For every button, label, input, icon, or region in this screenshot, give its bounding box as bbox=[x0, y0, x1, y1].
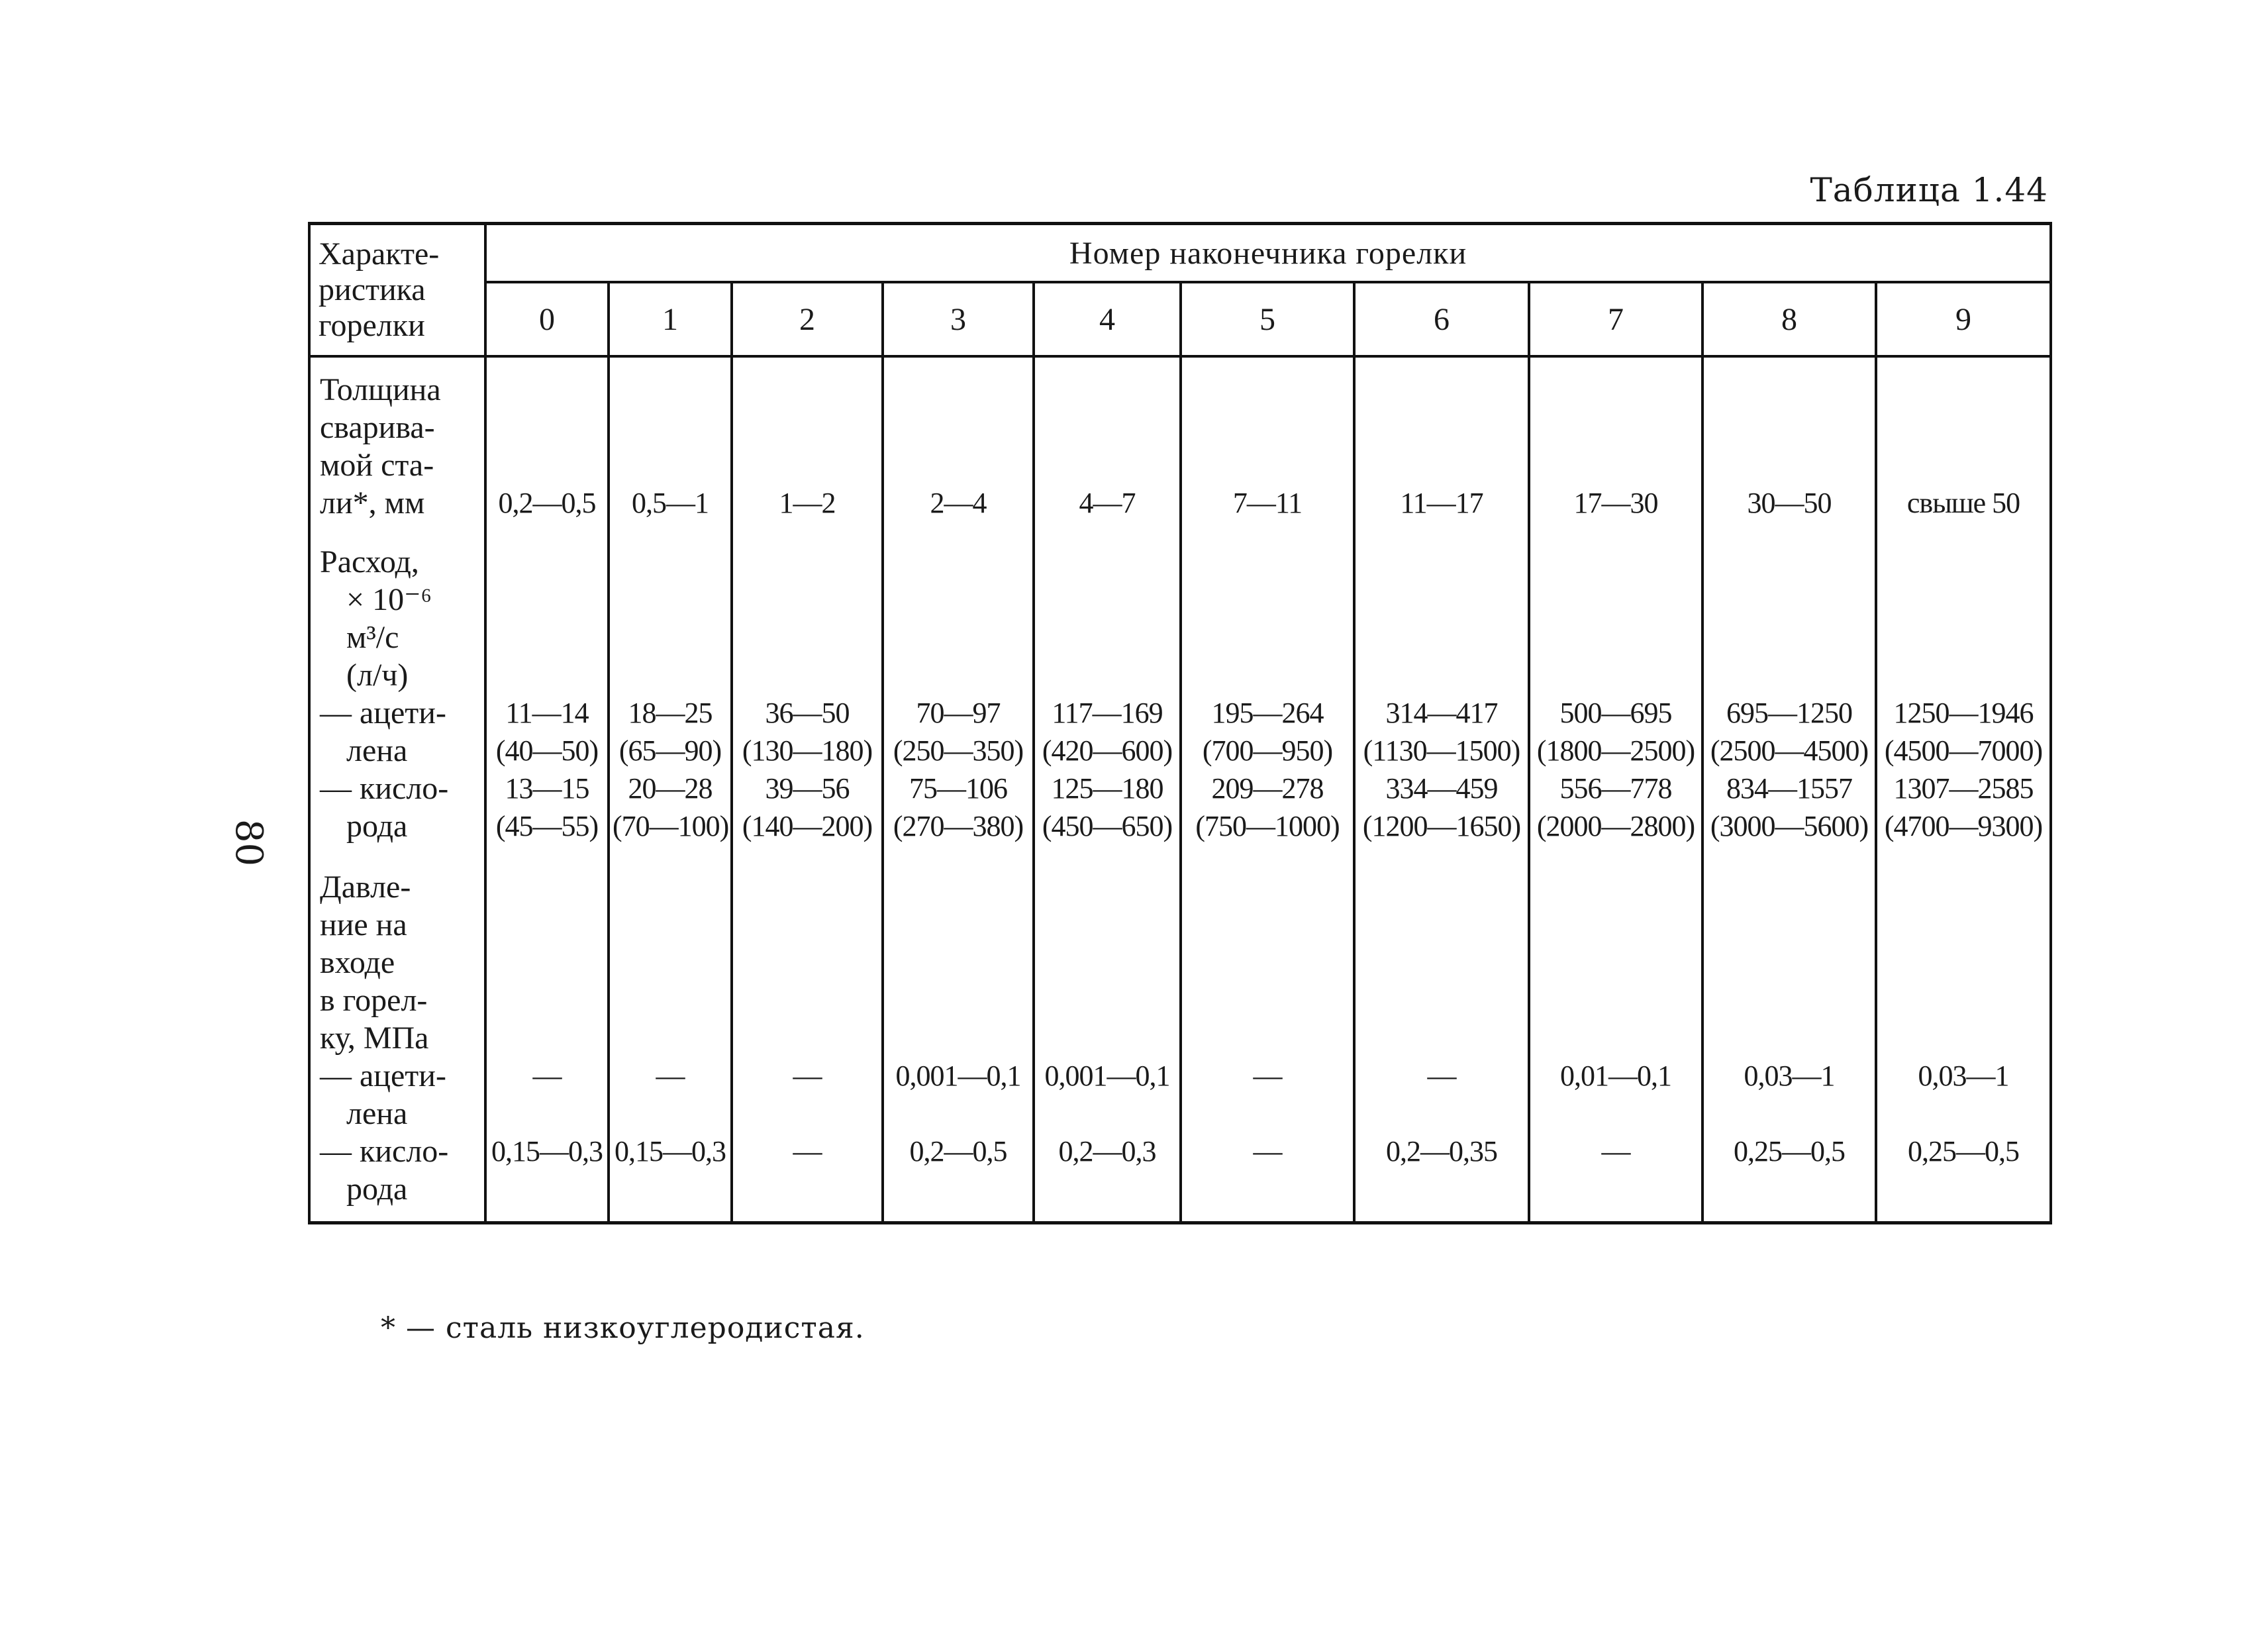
row-label-line: мой ста- bbox=[320, 448, 434, 483]
row-pressure-oxygen-value: 0,2—0,35 bbox=[1354, 1132, 1529, 1208]
row-flow-oxygen-value bbox=[883, 770, 1034, 845]
row-label-line: Расход, bbox=[320, 544, 419, 579]
empty-cell bbox=[609, 845, 732, 1057]
row-flow-oxygen-value bbox=[732, 770, 883, 845]
row-flow-oxygen-value bbox=[1702, 770, 1876, 845]
thickness-value: 11—17 bbox=[1354, 371, 1529, 522]
row-label bbox=[309, 770, 485, 845]
row-label-line: лена bbox=[346, 733, 408, 768]
row-pressure-oxygen-value: 0,2—0,3 bbox=[1034, 1132, 1181, 1208]
empty-cell bbox=[1702, 845, 1876, 1057]
thickness-value: свыше 50 bbox=[1876, 371, 2051, 522]
value-main: 75—106 bbox=[909, 772, 1007, 805]
row-flow-oxygen-value bbox=[1876, 770, 2051, 845]
row-label-line: м³/с bbox=[346, 620, 399, 655]
row-pressure-oxygen-value: 0,15—0,3 bbox=[485, 1132, 609, 1208]
row-pressure-acetylene-value: 0,03—1 bbox=[1876, 1057, 2051, 1132]
thickness-value: 1—2 bbox=[732, 371, 883, 522]
row-label-line: ли*, мм bbox=[320, 485, 425, 521]
row-flow-heading bbox=[309, 522, 2051, 694]
value-main: 1250—1946 bbox=[1893, 697, 2034, 729]
row-label-line: — ацети- bbox=[320, 1058, 446, 1093]
value-secondary: (130—180) bbox=[742, 734, 873, 767]
spacer-cell bbox=[1529, 356, 1702, 371]
value-secondary: (1130—1500) bbox=[1363, 734, 1520, 767]
value-main: 834—1557 bbox=[1726, 772, 1852, 805]
value-main: 195—264 bbox=[1211, 697, 1324, 729]
spacer-cell bbox=[609, 356, 732, 371]
value-main: 39—56 bbox=[765, 772, 850, 805]
thickness-value: 2—4 bbox=[883, 371, 1034, 522]
value-secondary: (700—950) bbox=[1202, 734, 1333, 767]
row-label-line: ку, МПа bbox=[320, 1021, 429, 1056]
row-flow-acetylene-value bbox=[732, 694, 883, 770]
row-pressure-oxygen-value: 0,25—0,5 bbox=[1876, 1132, 2051, 1208]
value-secondary: (750—1000) bbox=[1195, 810, 1340, 842]
value-main: 13—15 bbox=[505, 772, 589, 805]
row-pressure-oxygen-value: — bbox=[732, 1132, 883, 1208]
empty-cell bbox=[1702, 522, 1876, 694]
thickness-value: 7—11 bbox=[1181, 371, 1354, 522]
tip-number-3: 3 bbox=[883, 282, 1034, 356]
value-secondary: (420—600) bbox=[1042, 734, 1173, 767]
empty-cell bbox=[485, 522, 609, 694]
row-pressure-oxygen bbox=[309, 1132, 2051, 1208]
row-label bbox=[309, 1132, 485, 1208]
row-label-line: ние на bbox=[320, 907, 407, 942]
row-pressure-oxygen-value: — bbox=[1529, 1132, 1702, 1208]
spacer-cell bbox=[883, 356, 1034, 371]
spacer-cell bbox=[309, 356, 485, 371]
row-label bbox=[309, 371, 485, 522]
value-secondary: (140—200) bbox=[742, 810, 873, 842]
value-secondary: (4500—7000) bbox=[1884, 734, 2043, 767]
row-pressure-acetylene-value: — bbox=[609, 1057, 732, 1132]
row-label-line: — кисло- bbox=[320, 771, 449, 806]
spacer-cell bbox=[485, 1208, 609, 1223]
value-main: 556—778 bbox=[1559, 772, 1672, 805]
row-pressure-heading bbox=[309, 845, 2051, 1057]
spacer-cell bbox=[1702, 1208, 1876, 1223]
row-label-line: рода bbox=[346, 809, 408, 844]
row-label bbox=[309, 694, 485, 770]
empty-cell bbox=[1876, 522, 2051, 694]
footnote: * — сталь низкоуглеродистая. bbox=[381, 1311, 865, 1345]
spacer-cell bbox=[1702, 356, 1876, 371]
row-flow-acetylene-value bbox=[883, 694, 1034, 770]
row-label-line: × 10⁻⁶ bbox=[346, 582, 432, 617]
row-flow-acetylene-value bbox=[485, 694, 609, 770]
row-label-line: лена bbox=[346, 1096, 408, 1131]
table-caption: Таблица 1.44 bbox=[1810, 171, 2048, 209]
spacer-cell bbox=[1876, 356, 2051, 371]
thickness-value: 4—7 bbox=[1034, 371, 1181, 522]
spacer-cell bbox=[1354, 356, 1529, 371]
spacer-cell bbox=[1181, 356, 1354, 371]
row-flow-oxygen-value bbox=[609, 770, 732, 845]
thickness-value: 30—50 bbox=[1702, 371, 1876, 522]
row-label-line: сварива- bbox=[320, 410, 435, 445]
row-pressure-acetylene bbox=[309, 1057, 2051, 1132]
value-main: 20—28 bbox=[628, 772, 713, 805]
row-label bbox=[309, 522, 485, 694]
empty-cell bbox=[1529, 845, 1702, 1057]
row-flow-oxygen bbox=[309, 770, 2051, 845]
spacer-cell bbox=[609, 1208, 732, 1223]
value-main: 1307—2585 bbox=[1893, 772, 2034, 805]
empty-cell bbox=[485, 845, 609, 1057]
row-flow-oxygen-value bbox=[485, 770, 609, 845]
value-main: 695—1250 bbox=[1726, 697, 1852, 729]
row-label bbox=[309, 845, 485, 1057]
empty-cell bbox=[732, 845, 883, 1057]
spacer-cell bbox=[485, 356, 609, 371]
value-main: 500—695 bbox=[1559, 697, 1672, 729]
value-main: 70—97 bbox=[916, 697, 1001, 729]
spacer-cell bbox=[1034, 1208, 1181, 1223]
empty-cell bbox=[1529, 522, 1702, 694]
tip-number-row bbox=[309, 282, 2051, 356]
tip-number-8: 8 bbox=[1702, 282, 1876, 356]
row-flow-oxygen-value bbox=[1034, 770, 1181, 845]
empty-cell bbox=[1354, 845, 1529, 1057]
tip-number-6: 6 bbox=[1354, 282, 1529, 356]
row-label-line: входе bbox=[320, 945, 395, 980]
empty-cell bbox=[1034, 845, 1181, 1057]
tip-number-9: 9 bbox=[1876, 282, 2051, 356]
spacer-cell bbox=[883, 1208, 1034, 1223]
spacer-row bbox=[309, 356, 2051, 371]
value-main: 334—459 bbox=[1385, 772, 1498, 805]
row-label-line: в горел- bbox=[320, 983, 428, 1018]
empty-cell bbox=[1354, 522, 1529, 694]
thickness-value: 17—30 bbox=[1529, 371, 1702, 522]
burner-tip-table bbox=[308, 222, 2052, 1224]
value-secondary: (65—90) bbox=[618, 734, 722, 767]
row-pressure-acetylene-value: 0,03—1 bbox=[1702, 1057, 1876, 1132]
header-group-title: Номер наконечника горелки bbox=[485, 224, 2051, 283]
row-label-line: — кисло- bbox=[320, 1134, 449, 1169]
row-label bbox=[309, 1057, 485, 1132]
row-label-line: рода bbox=[346, 1171, 408, 1207]
empty-cell bbox=[609, 522, 732, 694]
value-main: 314—417 bbox=[1385, 697, 1498, 729]
header-characteristic bbox=[309, 224, 485, 357]
tip-number-1: 1 bbox=[609, 282, 732, 356]
row-flow-acetylene-value bbox=[1354, 694, 1529, 770]
row-label-line: — ацети- bbox=[320, 695, 446, 730]
tip-number-7: 7 bbox=[1529, 282, 1702, 356]
empty-cell bbox=[883, 845, 1034, 1057]
value-secondary: (2500—4500) bbox=[1710, 734, 1869, 767]
thickness-value: 0,5—1 bbox=[609, 371, 732, 522]
value-main: 18—25 bbox=[628, 697, 713, 729]
empty-cell bbox=[1876, 845, 2051, 1057]
tip-number-4: 4 bbox=[1034, 282, 1181, 356]
value-secondary: (450—650) bbox=[1042, 810, 1173, 842]
row-label-line: (л/ч) bbox=[346, 658, 409, 693]
row-pressure-acetylene-value: 0,001—0,1 bbox=[883, 1057, 1034, 1132]
value-secondary: (1800—2500) bbox=[1536, 734, 1695, 767]
value-main: 11—14 bbox=[505, 697, 589, 729]
spacer-cell bbox=[1529, 1208, 1702, 1223]
row-flow-acetylene-value bbox=[1702, 694, 1876, 770]
value-secondary: (4700—9300) bbox=[1884, 810, 2043, 842]
row-thickness bbox=[309, 371, 2051, 522]
value-secondary: (2000—2800) bbox=[1536, 810, 1695, 842]
tip-number-5: 5 bbox=[1181, 282, 1354, 356]
value-secondary: (270—380) bbox=[893, 810, 1024, 842]
row-flow-oxygen-value bbox=[1181, 770, 1354, 845]
row-pressure-oxygen-value: 0,2—0,5 bbox=[883, 1132, 1034, 1208]
value-secondary: (40—50) bbox=[495, 734, 599, 767]
row-flow-oxygen-value bbox=[1354, 770, 1529, 845]
row-label-line: Толщина bbox=[320, 372, 441, 407]
row-pressure-acetylene-value: — bbox=[732, 1057, 883, 1132]
value-main: 36—50 bbox=[765, 697, 850, 729]
thickness-value: 0,2—0,5 bbox=[485, 371, 609, 522]
value-secondary: (70—100) bbox=[613, 810, 729, 842]
row-flow-acetylene-value bbox=[1529, 694, 1702, 770]
row-pressure-oxygen-value: 0,15—0,3 bbox=[609, 1132, 732, 1208]
spacer-row bbox=[309, 1208, 2051, 1223]
row-flow-acetylene bbox=[309, 694, 2051, 770]
spacer-cell bbox=[1876, 1208, 2051, 1223]
row-flow-oxygen-value bbox=[1529, 770, 1702, 845]
value-secondary: (3000—5600) bbox=[1710, 810, 1869, 842]
empty-cell bbox=[1034, 522, 1181, 694]
row-pressure-acetylene-value: — bbox=[1181, 1057, 1354, 1132]
spacer-cell bbox=[732, 1208, 883, 1223]
row-flow-acetylene-value bbox=[1181, 694, 1354, 770]
row-label-line: Давле- bbox=[320, 870, 411, 905]
empty-cell bbox=[732, 522, 883, 694]
value-main: 117—169 bbox=[1052, 697, 1163, 729]
header-characteristic-text: Характе-ристика горелки bbox=[319, 236, 440, 343]
spacer-cell bbox=[1034, 356, 1181, 371]
value-main: 209—278 bbox=[1211, 772, 1324, 805]
empty-cell bbox=[1181, 845, 1354, 1057]
row-flow-acetylene-value bbox=[1034, 694, 1181, 770]
tip-number-2: 2 bbox=[732, 282, 883, 356]
row-pressure-acetylene-value: — bbox=[1354, 1057, 1529, 1132]
page-number: 80 bbox=[227, 819, 271, 867]
spacer-cell bbox=[732, 356, 883, 371]
row-flow-acetylene-value bbox=[609, 694, 732, 770]
row-pressure-oxygen-value: 0,25—0,5 bbox=[1702, 1132, 1876, 1208]
spacer-cell bbox=[309, 1208, 485, 1223]
spacer-cell bbox=[1181, 1208, 1354, 1223]
value-secondary: (45—55) bbox=[495, 810, 599, 842]
value-secondary: (1200—1650) bbox=[1362, 810, 1521, 842]
row-pressure-acetylene-value: — bbox=[485, 1057, 609, 1132]
row-pressure-acetylene-value: 0,001—0,1 bbox=[1034, 1057, 1181, 1132]
value-secondary: (250—350) bbox=[893, 734, 1024, 767]
tip-number-0: 0 bbox=[485, 282, 609, 356]
row-pressure-acetylene-value: 0,01—0,1 bbox=[1529, 1057, 1702, 1132]
spacer-cell bbox=[1354, 1208, 1529, 1223]
empty-cell bbox=[883, 522, 1034, 694]
row-flow-acetylene-value bbox=[1876, 694, 2051, 770]
row-pressure-oxygen-value: — bbox=[1181, 1132, 1354, 1208]
empty-cell bbox=[1181, 522, 1354, 694]
value-main: 125—180 bbox=[1051, 772, 1163, 805]
